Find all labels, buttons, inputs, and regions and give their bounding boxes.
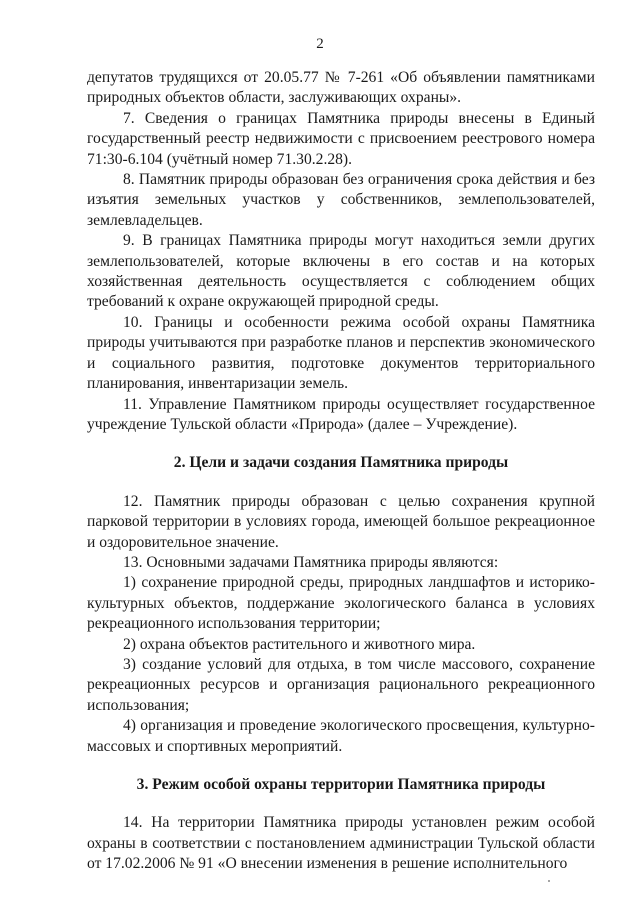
document-body [87, 68, 595, 875]
paragraph-9: 9. В границах Памятника природы могут находиться земли других землепользователей, которые включены в его состав и на которых хозяйственная деятельность осуществляется с соблюдением общих требований к охране окружающей природной среды. [87, 232, 595, 311]
paragraph-continuation: депутатов трудящихся от 20.05.77 № 7-261 «Об объявлении памятниками природных объектов области, заслуживающих охраны». [87, 69, 595, 107]
list-item-2: 2) охрана объектов растительного и животного мира. [123, 635, 476, 653]
paragraph-7: 7. Сведения о границах Памятника природы внесены в Единый государственный реестр недвижимости с присвоением реестрового номера 71:30-6.104 (учётный номер 71.30.2.28). [87, 109, 595, 168]
section-2-heading: 2. Цели и задачи создания Памятника природы [173, 454, 509, 472]
section-3-heading: 3. Режим особой охраны территории Памятника природы [136, 776, 546, 793]
paragraph-12: 12. Памятник природы образован с целью сохранения крупной парковой территории в условиях города, имеющей большое рекреационное и оздоровительное значение. [87, 492, 595, 551]
paragraph-14: 14. На территории Памятника природы установлен режим особой охраны в соответствии с постановлением администрации Тульской области от 17.02.2006 № 91 «О внесении изменения в решение исполнительного [87, 814, 595, 873]
page-number: 2 [316, 36, 324, 52]
paragraph-11: 11. Управление Памятником природы осуществляет государственное учреждение Тульской области «Природа» (далее – Учреждение). [87, 395, 595, 433]
list-item-1: 1) сохранение природной среды, природных ландшафтов и историко-культурных объектов, поддержание экологического баланса в условиях рекреационного использования территории; [87, 574, 595, 633]
paragraph-13: 13. Основными задачами Памятника природы являются: [123, 553, 499, 571]
paragraph-8: 8. Памятник природы образован без ограничения срока действия и без изъятия земельных участков у собственников, землепользователей, землевладельцев. [87, 171, 595, 229]
list-item-4: 4) организация и проведение экологического просвещения, культурно-массовых и спортивных мероприятий. [87, 717, 595, 755]
paragraph-10: 10. Границы и особенности режима особой охраны Памятника природы учитываются при разработке планов и перспектив экономического и социального развития, подготовке документов территориального планирования, инвентаризации земель. [87, 313, 595, 393]
list-item-3: 3) создание условий для отдыха, в том числе массового, сохранение рекреационных ресурсов и организация рационального рекреационного использования; [87, 655, 595, 714]
scan-speck [548, 880, 550, 882]
